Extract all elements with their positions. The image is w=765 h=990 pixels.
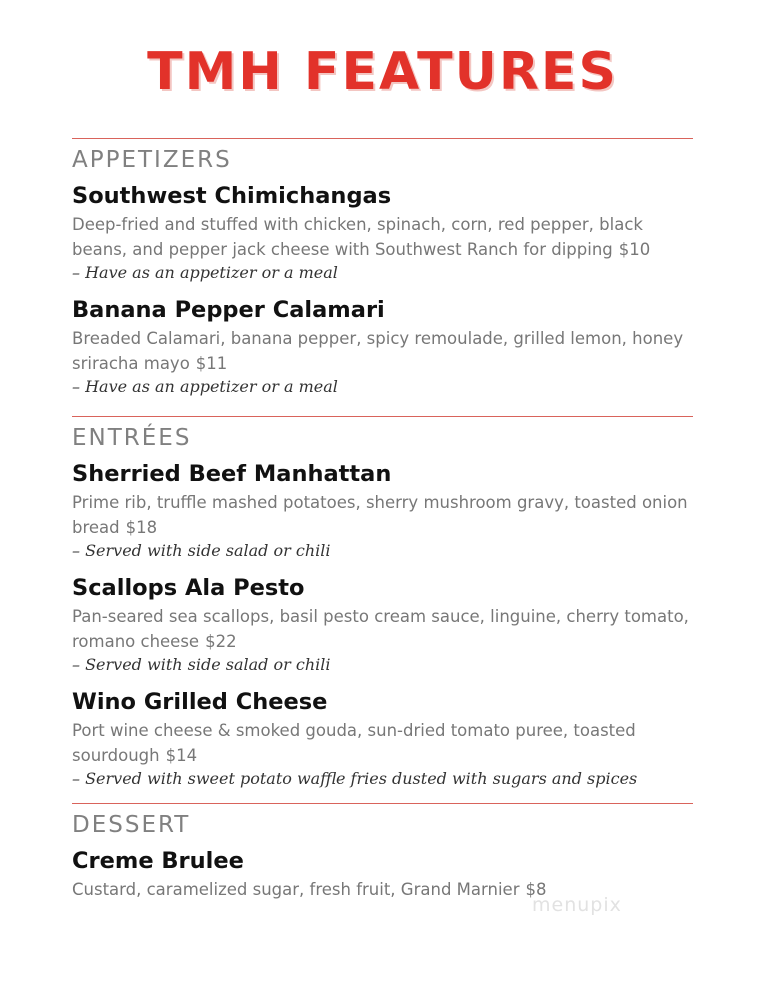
item-note: – Served with sweet potato waffle fries dusted with sugars and spices bbox=[72, 769, 638, 788]
item-name: Sherried Beef Manhattan bbox=[72, 461, 392, 487]
item-price: $18 bbox=[125, 518, 158, 537]
menu-item bbox=[72, 572, 693, 678]
item-note: – Have as an appetizer or a meal bbox=[72, 263, 338, 282]
item-description-text: Port wine cheese & smoked gouda, sun-dried tomato puree, toasted sourdough bbox=[72, 721, 636, 765]
item-description bbox=[72, 212, 693, 262]
section-divider bbox=[72, 416, 693, 417]
menu-title: TMH FEATURES bbox=[147, 42, 618, 102]
menu-item bbox=[72, 686, 693, 792]
item-price: $10 bbox=[618, 240, 651, 259]
item-price: $22 bbox=[205, 632, 237, 651]
item-description bbox=[72, 718, 693, 768]
section-entrees bbox=[72, 422, 693, 792]
item-name: Southwest Chimichangas bbox=[72, 183, 392, 209]
item-price: $8 bbox=[525, 880, 547, 899]
section-heading: APPETIZERS bbox=[72, 147, 232, 173]
item-name: Wino Grilled Cheese bbox=[72, 689, 328, 715]
item-description-text: Custard, caramelized sugar, fresh fruit, Grand Marnier bbox=[72, 880, 520, 899]
menu-item bbox=[72, 180, 693, 286]
item-note: – Served with side salad or chili bbox=[72, 541, 331, 560]
section-appetizers bbox=[72, 144, 693, 400]
watermark-logo: menupix bbox=[532, 894, 622, 916]
item-description-text: Prime rib, truffle mashed potatoes, sherry mushroom gravy, toasted onion bread bbox=[72, 493, 688, 537]
item-description-text: Deep-fried and stuffed with chicken, spinach, corn, red pepper, black beans, and pepper jack cheese with Southwest Ranch for dipping bbox=[72, 215, 643, 259]
menu-item bbox=[72, 294, 693, 400]
section-divider bbox=[72, 138, 693, 139]
item-name: Banana Pepper Calamari bbox=[72, 297, 385, 323]
item-note: – Served with side salad or chili bbox=[72, 655, 331, 674]
item-price: $14 bbox=[165, 746, 198, 765]
item-description bbox=[72, 326, 693, 376]
section-heading: ENTRÉES bbox=[72, 425, 192, 451]
item-description-text: Breaded Calamari, banana pepper, spicy remoulade, grilled lemon, honey sriracha mayo bbox=[72, 329, 684, 373]
section-dessert bbox=[72, 809, 693, 902]
item-description bbox=[72, 604, 693, 654]
section-heading: DESSERT bbox=[72, 812, 191, 838]
item-name: Scallops Ala Pesto bbox=[72, 575, 305, 601]
item-note: – Have as an appetizer or a meal bbox=[72, 377, 338, 396]
section-divider bbox=[72, 803, 693, 804]
menu-item bbox=[72, 458, 693, 564]
item-price: $11 bbox=[195, 354, 228, 373]
item-description-text: Pan-seared sea scallops, basil pesto cream sauce, linguine, cherry tomato, romano cheese bbox=[72, 607, 689, 651]
item-description bbox=[72, 490, 693, 540]
item-name: Creme Brulee bbox=[72, 848, 244, 874]
